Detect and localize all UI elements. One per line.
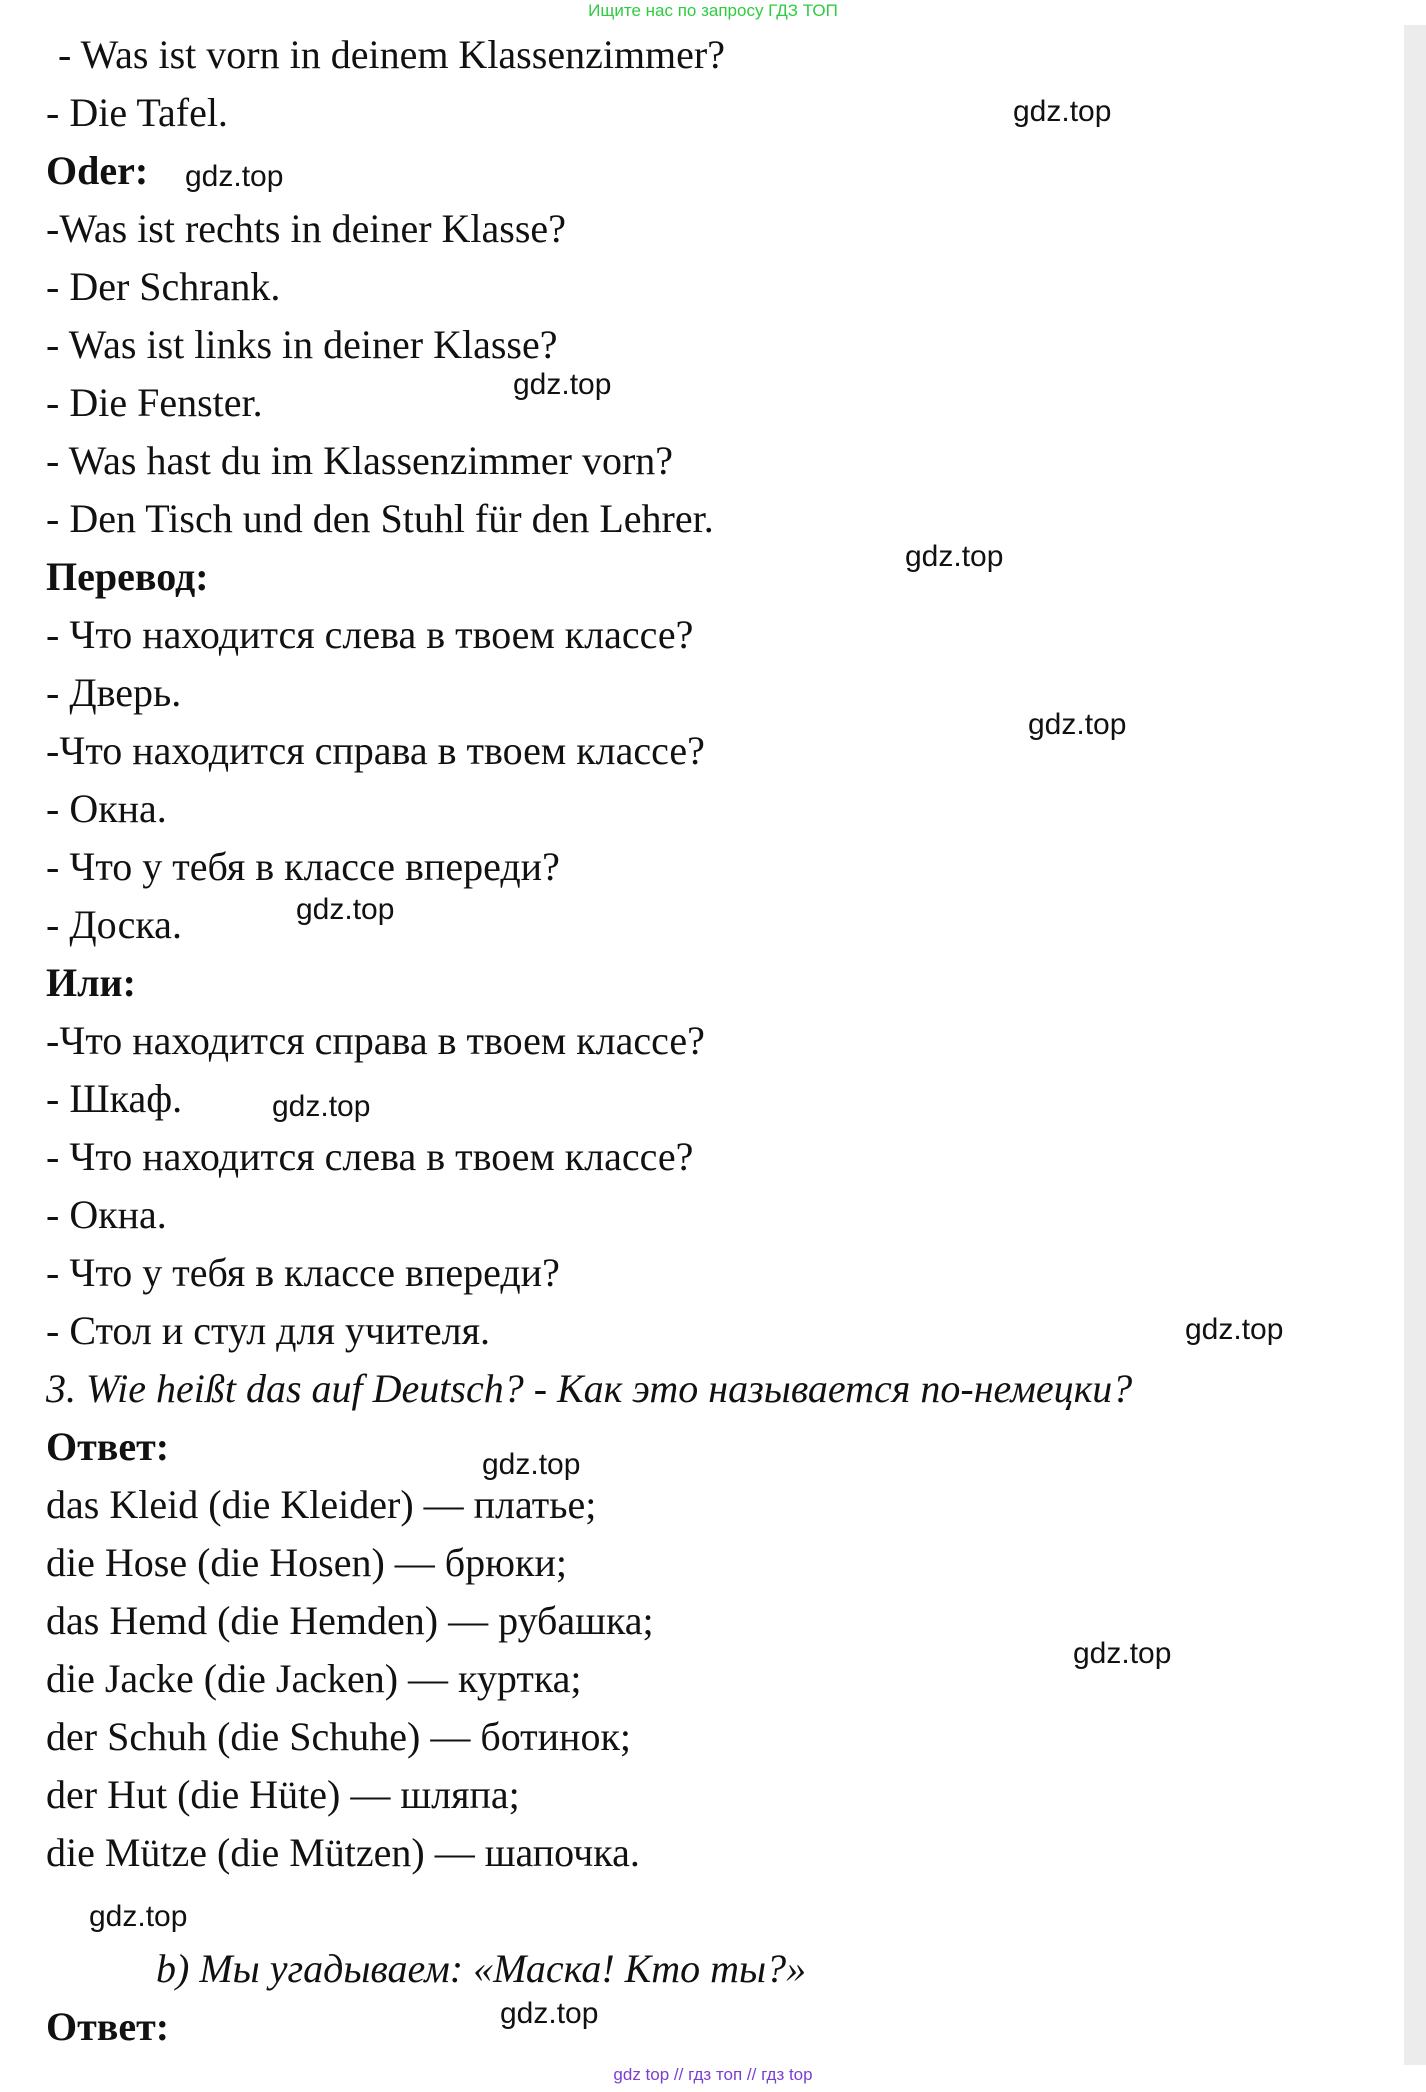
- watermark: gdz.top: [1073, 1637, 1172, 1670]
- footer-links[interactable]: gdz top // гдз топ // гдз top: [613, 2065, 813, 2084]
- watermark: gdz.top: [482, 1448, 581, 1481]
- text-line: das Hemd (die Hemden) — рубашка;: [46, 1598, 654, 1643]
- watermark: gdz.top: [500, 1997, 599, 2030]
- text-line: das Kleid (die Kleider) — платье;: [46, 1482, 597, 1527]
- text-line: der Schuh (die Schuhe) — ботинок;: [46, 1714, 631, 1759]
- text-line: - Стол и стул для учителя.: [46, 1308, 491, 1353]
- text-line: der Hut (die Hüte) — шляпа;: [46, 1772, 520, 1817]
- watermark: gdz.top: [296, 893, 395, 926]
- text-line: - Доска.: [46, 902, 182, 947]
- watermark: gdz.top: [89, 1900, 188, 1933]
- text-line: - Что у тебя в классе впереди?: [46, 1250, 560, 1295]
- text-line: - Что находится слева в твоем классе?: [46, 612, 694, 657]
- watermark: gdz.top: [1185, 1313, 1284, 1346]
- section-heading: Ответ:: [46, 1424, 170, 1469]
- exercise-title: 3. Wie heißt das auf Deutsch? - Как это называется по-немецки?: [46, 1366, 1133, 1411]
- text-line: - Окна.: [46, 786, 167, 831]
- text-line: - Den Tisch und den Stuhl für den Lehrer.: [46, 496, 714, 541]
- watermark: gdz.top: [272, 1090, 371, 1123]
- section-heading: Ответ:: [46, 2004, 170, 2049]
- section-heading: Oder:: [46, 148, 149, 193]
- text-line: die Mütze (die Mützen) — шапочка.: [46, 1830, 640, 1875]
- watermark: gdz.top: [1013, 95, 1112, 128]
- text-line: -Что находится справа в твоем классе?: [46, 1018, 705, 1063]
- text-line: die Hose (die Hosen) — брюки;: [46, 1540, 567, 1585]
- document-body: [46, 26, 1386, 2056]
- text-line: -Что находится справа в твоем классе?: [46, 728, 705, 773]
- watermark: gdz.top: [905, 540, 1004, 573]
- text-line: - Что находится слева в твоем классе?: [46, 1134, 694, 1179]
- section-heading: Перевод:: [46, 554, 209, 599]
- watermark: gdz.top: [185, 160, 284, 193]
- watermark: gdz.top: [513, 368, 612, 401]
- text-line: -Was ist rechts in deiner Klasse?: [46, 206, 566, 251]
- text-line: - Was ist links in deiner Klasse?: [46, 322, 558, 367]
- scrollbar[interactable]: [1404, 25, 1426, 2065]
- text-line: - Was hast du im Klassenzimmer vorn?: [46, 438, 674, 483]
- text-line: - Der Schrank.: [46, 264, 281, 309]
- text-line: [46, 1882, 1386, 1940]
- text-line: - Die Tafel.: [46, 90, 228, 135]
- text-line: - Was ist vorn in deinem Klassenzimmer?: [58, 32, 725, 77]
- section-heading: Или:: [46, 960, 136, 1005]
- text-line: - Шкаф.: [46, 1076, 183, 1121]
- text-line: - Окна.: [46, 1192, 167, 1237]
- text-line: - Что у тебя в классе впереди?: [46, 844, 560, 889]
- search-banner[interactable]: Ищите нас по запросу ГДЗ ТОП: [588, 1, 838, 20]
- text-line: die Jacke (die Jacken) — куртка;: [46, 1656, 582, 1701]
- exercise-title: b) Мы угадываем: «Маска! Кто ты?»: [156, 1946, 807, 1991]
- watermark: gdz.top: [1028, 708, 1127, 741]
- text-line: - Die Fenster.: [46, 380, 263, 425]
- text-line: - Дверь.: [46, 670, 182, 715]
